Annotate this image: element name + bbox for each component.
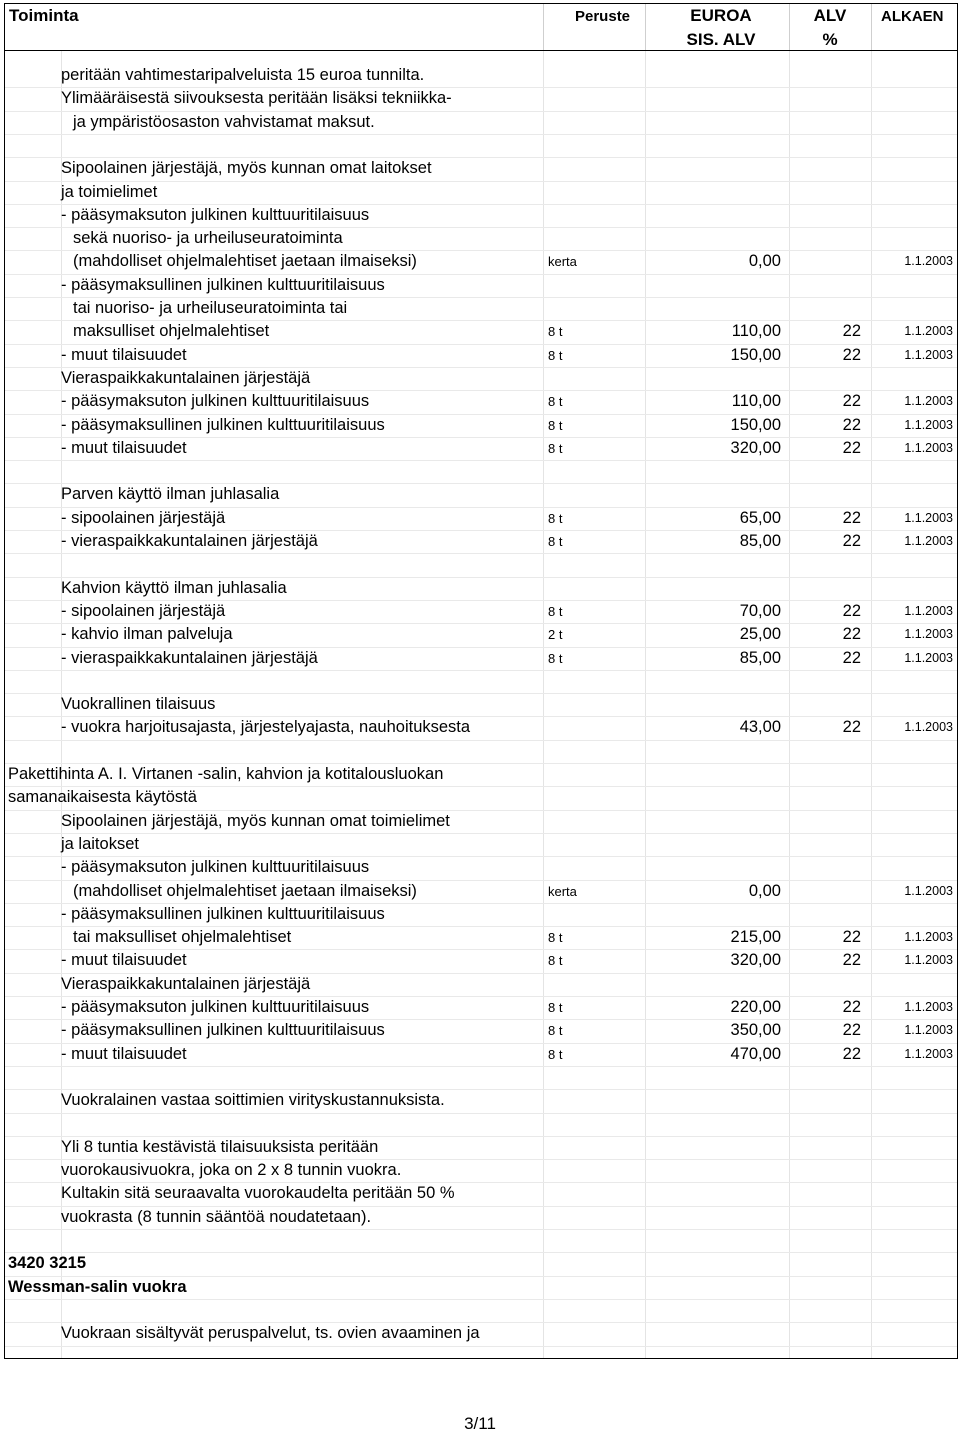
row-euroa: 470,00 bbox=[730, 1044, 781, 1063]
table-row bbox=[5, 460, 957, 483]
row-description: Kahvion käyttö ilman juhlasalia bbox=[61, 578, 287, 597]
price-table-sheet bbox=[4, 3, 958, 1359]
row-euroa: 150,00 bbox=[730, 345, 781, 364]
row-description: Sipoolainen järjestäjä, myös kunnan omat laitokset bbox=[61, 159, 432, 178]
table-row bbox=[5, 786, 957, 809]
table-row bbox=[5, 670, 957, 693]
row-alkaen: 1.1.2003 bbox=[904, 603, 953, 618]
row-alkaen: 1.1.2003 bbox=[904, 254, 953, 269]
table-row bbox=[5, 1066, 957, 1089]
table-row bbox=[5, 390, 957, 413]
row-alv: 22 bbox=[842, 392, 861, 411]
row-description: - vieraspaikkakuntalainen järjestäjä bbox=[61, 532, 318, 550]
table-row bbox=[5, 1322, 957, 1345]
table-row bbox=[5, 1089, 957, 1112]
row-description: tai nuoriso- ja urheiluseuratoiminta tai bbox=[73, 299, 348, 317]
row-description: - pääsymaksuton julkinen kulttuuritilaisuus bbox=[61, 998, 370, 1016]
row-euroa: 85,00 bbox=[739, 648, 781, 667]
row-description: - vieraspaikkakuntalainen järjestäjä bbox=[61, 648, 318, 667]
header-peruste: Peruste bbox=[575, 8, 631, 25]
row-alv: 22 bbox=[842, 928, 861, 947]
row-description: Vuokralainen vastaa soittimien virityskustannuksista. bbox=[61, 1091, 445, 1110]
table-header bbox=[5, 4, 957, 51]
table-row bbox=[5, 250, 957, 273]
row-alv: 22 bbox=[842, 648, 861, 667]
row-euroa: 320,00 bbox=[730, 438, 781, 457]
row-description: - muut tilaisuudet bbox=[61, 438, 187, 457]
row-euroa: 65,00 bbox=[739, 508, 781, 527]
row-alv: 22 bbox=[842, 601, 861, 620]
table-row bbox=[5, 297, 957, 320]
row-description: ja toimielimet bbox=[61, 182, 158, 201]
row-alv: 22 bbox=[842, 415, 861, 434]
table-row bbox=[5, 1299, 957, 1322]
row-alv: 22 bbox=[842, 1021, 861, 1040]
row-alv: 22 bbox=[842, 508, 861, 527]
row-alkaen: 1.1.2003 bbox=[904, 1023, 953, 1038]
row-description: - sipoolainen järjestäjä bbox=[61, 601, 226, 620]
row-alkaen: 1.1.2003 bbox=[904, 394, 953, 409]
row-description: vuorokausivuokra, joka on 2 x 8 tunnin vuokra. bbox=[61, 1161, 402, 1180]
table-row bbox=[5, 507, 957, 530]
table-row bbox=[5, 577, 957, 600]
row-description: Parven käyttö ilman juhlasalia bbox=[61, 485, 280, 504]
table-row bbox=[5, 856, 957, 879]
table-row bbox=[5, 1136, 957, 1159]
row-description: sekä nuoriso- ja urheiluseuratoiminta bbox=[73, 229, 343, 248]
table-row bbox=[5, 437, 957, 460]
row-euroa: 215,00 bbox=[730, 928, 781, 947]
row-alkaen: 1.1.2003 bbox=[904, 650, 953, 665]
table-row bbox=[5, 553, 957, 576]
row-description: Vieraspaikkakuntalainen järjestäjä bbox=[61, 368, 311, 387]
row-description: (mahdolliset ohjelmalehtiset jaetaan ilmaiseksi) bbox=[73, 252, 417, 271]
row-euroa: 85,00 bbox=[739, 532, 781, 550]
row-euroa: 110,00 bbox=[731, 392, 781, 411]
row-description: Vuokrallinen tilaisuus bbox=[61, 695, 216, 714]
row-description: - muut tilaisuudet bbox=[61, 1044, 187, 1063]
row-description: maksulliset ohjelmalehtiset bbox=[73, 322, 270, 341]
row-description: Yli 8 tuntia kestävistä tilaisuuksista peritään bbox=[61, 1137, 379, 1156]
table-row bbox=[5, 716, 957, 739]
row-description: - pääsymaksullinen julkinen kulttuuritilaisuus bbox=[61, 1021, 385, 1040]
row-description: - muut tilaisuudet bbox=[61, 951, 187, 970]
table-row bbox=[5, 1276, 957, 1299]
row-euroa: 70,00 bbox=[739, 601, 781, 620]
row-description: - pääsymaksullinen julkinen kulttuuritilaisuus bbox=[61, 275, 385, 294]
row-peruste: 8 t bbox=[548, 930, 563, 946]
row-peruste: 8 t bbox=[548, 650, 563, 666]
table-row bbox=[5, 647, 957, 670]
table-row bbox=[5, 1182, 957, 1205]
header-separator bbox=[871, 4, 872, 50]
header-separator bbox=[645, 4, 646, 50]
row-description: - kahvio ilman palveluja bbox=[61, 625, 233, 644]
table-row bbox=[5, 1252, 957, 1275]
table-row bbox=[5, 880, 957, 903]
table-row bbox=[5, 64, 957, 87]
table-row bbox=[5, 414, 957, 437]
table-row bbox=[5, 367, 957, 390]
row-euroa: 350,00 bbox=[730, 1021, 781, 1040]
row-description: - vuokra harjoitusajasta, järjestelyajasta, nauhoituksesta bbox=[61, 718, 471, 737]
row-description: - pääsymaksullinen julkinen kulttuuritilaisuus bbox=[61, 904, 385, 923]
row-description: - sipoolainen järjestäjä bbox=[61, 508, 226, 527]
header-alkaen: ALKAEN bbox=[881, 8, 944, 25]
row-alkaen: 1.1.2003 bbox=[904, 347, 953, 362]
row-euroa: 43,00 bbox=[739, 718, 781, 737]
row-alkaen: 1.1.2003 bbox=[904, 440, 953, 455]
row-description: ja ympäristöosaston vahvistamat maksut. bbox=[73, 112, 375, 131]
row-peruste: 8 t bbox=[548, 1000, 563, 1015]
row-description: Wessman-salin vuokra bbox=[8, 1277, 187, 1296]
row-description: (mahdolliset ohjelmalehtiset jaetaan ilmaiseksi) bbox=[73, 881, 417, 900]
header-alv-line1: ALV bbox=[813, 6, 847, 25]
table-row bbox=[5, 274, 957, 297]
row-alkaen: 1.1.2003 bbox=[904, 510, 953, 525]
row-alv: 22 bbox=[842, 322, 861, 341]
table-row bbox=[5, 810, 957, 833]
table-row bbox=[5, 157, 957, 180]
row-euroa: 220,00 bbox=[730, 998, 781, 1016]
table-row bbox=[5, 1019, 957, 1042]
row-alkaen: 1.1.2003 bbox=[904, 953, 953, 968]
table-row bbox=[5, 740, 957, 763]
row-peruste: 8 t bbox=[548, 324, 563, 340]
row-description: Sipoolainen järjestäjä, myös kunnan omat toimielimet bbox=[61, 811, 450, 830]
row-peruste: 8 t bbox=[548, 1046, 563, 1062]
row-alv: 22 bbox=[842, 1044, 861, 1063]
row-description: tai maksulliset ohjelmalehtiset bbox=[73, 928, 292, 947]
table-row bbox=[5, 1229, 957, 1252]
row-euroa: 110,00 bbox=[731, 322, 781, 341]
row-peruste: 8 t bbox=[548, 510, 563, 526]
row-description: - muut tilaisuudet bbox=[61, 345, 187, 364]
table-row bbox=[5, 1159, 957, 1182]
table-row bbox=[5, 111, 957, 134]
table-row bbox=[5, 530, 957, 553]
row-description: - pääsymaksuton julkinen kulttuuritilaisuus bbox=[61, 392, 370, 411]
row-peruste: 8 t bbox=[548, 534, 563, 549]
table-row bbox=[5, 344, 957, 367]
header-euroa-line2: SIS. ALV bbox=[686, 30, 756, 49]
grid-row-line bbox=[5, 1346, 957, 1347]
row-alkaen: 1.1.2003 bbox=[904, 324, 953, 339]
row-peruste: kerta bbox=[548, 254, 577, 270]
row-alkaen: 1.1.2003 bbox=[904, 627, 953, 642]
row-euroa: 150,00 bbox=[730, 415, 781, 434]
row-alv: 22 bbox=[842, 718, 861, 737]
header-euroa-line1: EUROA bbox=[690, 6, 752, 25]
row-alv: 22 bbox=[842, 345, 861, 364]
table-row bbox=[5, 973, 957, 996]
row-alkaen: 1.1.2003 bbox=[904, 1000, 953, 1014]
table-row bbox=[5, 227, 957, 250]
row-peruste: 8 t bbox=[548, 440, 563, 456]
row-description: ja laitokset bbox=[61, 834, 139, 853]
table-row bbox=[5, 623, 957, 646]
table-row bbox=[5, 1206, 957, 1229]
table-row bbox=[5, 320, 957, 343]
table-row bbox=[5, 1043, 957, 1066]
table-row bbox=[5, 949, 957, 972]
table-row bbox=[5, 833, 957, 856]
row-peruste: 8 t bbox=[548, 953, 563, 969]
row-alv: 22 bbox=[842, 951, 861, 970]
table-row bbox=[5, 903, 957, 926]
row-description: vuokrasta (8 tunnin sääntöä noudatetaan). bbox=[61, 1207, 372, 1226]
row-alkaen: 1.1.2003 bbox=[904, 534, 953, 548]
header-alv-line2: % bbox=[822, 30, 838, 49]
header-toiminta: Toiminta bbox=[9, 6, 79, 25]
row-description: - pääsymaksullinen julkinen kulttuuritilaisuus bbox=[61, 415, 385, 434]
row-description: Vieraspaikkakuntalainen järjestäjä bbox=[61, 974, 311, 993]
row-description: Ylimääräisestä siivouksesta peritään lisäksi tekniikka- bbox=[61, 89, 452, 108]
row-alv: 22 bbox=[842, 438, 861, 457]
row-alkaen: 1.1.2003 bbox=[904, 930, 953, 945]
row-description: peritään vahtimestaripalveluista 15 euroa tunnilta. bbox=[61, 66, 425, 84]
row-alkaen: 1.1.2003 bbox=[904, 1046, 953, 1061]
row-alv: 22 bbox=[842, 625, 861, 644]
row-alkaen: 1.1.2003 bbox=[904, 883, 953, 898]
row-description: Kultakin sitä seuraavalta vuorokaudelta peritään 50 % bbox=[61, 1184, 455, 1203]
row-description: 3420 3215 bbox=[8, 1254, 86, 1273]
row-euroa: 0,00 bbox=[748, 881, 781, 900]
row-euroa: 320,00 bbox=[730, 951, 781, 970]
table-row bbox=[5, 600, 957, 623]
header-separator bbox=[543, 4, 544, 50]
row-euroa: 25,00 bbox=[739, 625, 781, 644]
table-row bbox=[5, 87, 957, 110]
header-alv bbox=[789, 4, 871, 50]
row-description: samanaikaisesta käytöstä bbox=[8, 788, 197, 807]
table-row bbox=[5, 181, 957, 204]
table-row bbox=[5, 763, 957, 786]
table-row bbox=[5, 204, 957, 227]
row-description: Vuokraan sisältyvät peruspalvelut, ts. ovien avaaminen ja bbox=[61, 1324, 480, 1343]
row-description: Pakettihinta A. I. Virtanen -salin, kahvion ja kotitalousluokan bbox=[8, 765, 444, 783]
row-euroa: 0,00 bbox=[748, 252, 781, 271]
row-alkaen: 1.1.2003 bbox=[904, 417, 953, 432]
table-row bbox=[5, 996, 957, 1019]
table-row bbox=[5, 134, 957, 157]
row-peruste: 8 t bbox=[548, 347, 563, 363]
table-row bbox=[5, 926, 957, 949]
header-euroa bbox=[655, 4, 787, 50]
row-alv: 22 bbox=[842, 532, 861, 550]
row-peruste: 8 t bbox=[548, 394, 563, 410]
row-peruste: 8 t bbox=[548, 417, 563, 433]
row-description: - pääsymaksuton julkinen kulttuuritilaisuus bbox=[61, 205, 370, 224]
table-row bbox=[5, 1113, 957, 1136]
table-row bbox=[5, 693, 957, 716]
table-row bbox=[5, 483, 957, 506]
page-number: 3/11 bbox=[464, 1414, 496, 1433]
row-alv: 22 bbox=[842, 998, 861, 1016]
row-peruste: 8 t bbox=[548, 603, 563, 619]
row-peruste: 8 t bbox=[548, 1023, 563, 1039]
row-description: - pääsymaksuton julkinen kulttuuritilaisuus bbox=[61, 858, 370, 877]
row-peruste: 2 t bbox=[548, 627, 563, 643]
row-alkaen: 1.1.2003 bbox=[904, 720, 953, 735]
row-peruste: kerta bbox=[548, 883, 577, 899]
